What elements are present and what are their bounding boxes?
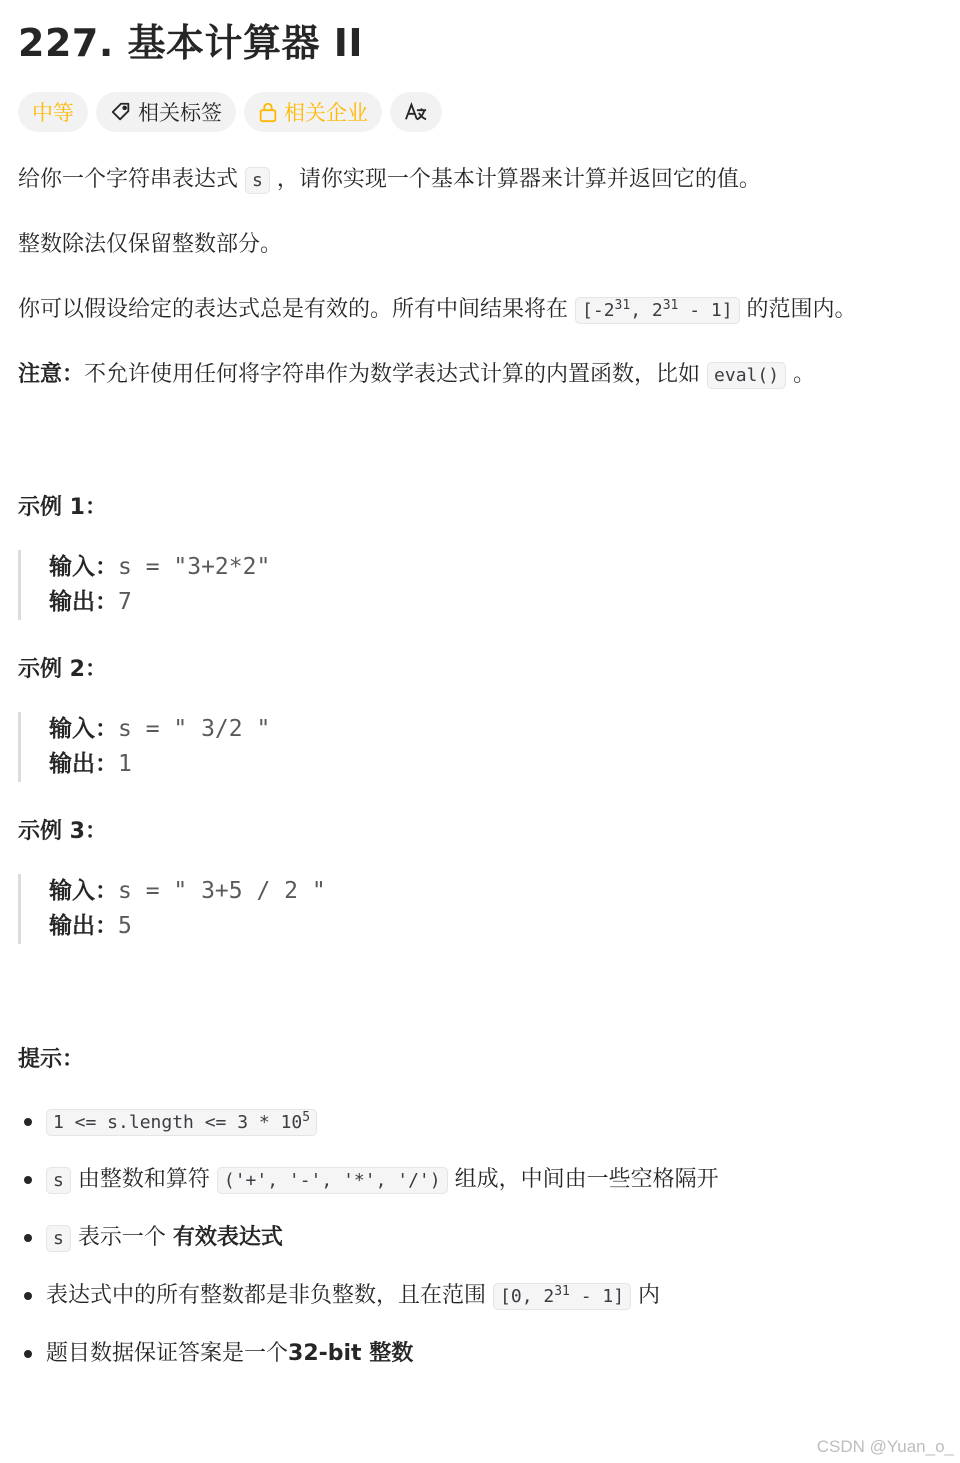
example-1-output: 输出：7 — [49, 589, 132, 615]
example-2-block — [18, 712, 649, 782]
example-2-title: 示例 2： — [18, 657, 107, 682]
difficulty-label: 中等 — [32, 101, 74, 125]
example-2-input: 输入：s = " 3/2 " — [49, 716, 271, 742]
related-companies-label: 相关企业 — [284, 101, 368, 125]
example-3-output: 输出：5 — [49, 913, 132, 939]
hint-1-code: 1 <= s.length <= $3 * 10^5$ — [46, 1109, 317, 1136]
difficulty-tag[interactable] — [18, 92, 88, 132]
note-label: 注意： — [18, 362, 85, 387]
inline-code-eval: eval() — [707, 362, 786, 389]
example-3-input: 输入：s = " 3+5 / 2 " — [49, 878, 326, 904]
example-2-output: 输出：1 — [49, 751, 132, 777]
inline-code-s: s — [245, 167, 270, 194]
inline-code-range: [$-2^{31}$, $2^{31} - 1$] — [575, 297, 740, 324]
related-topics-tag[interactable] — [96, 92, 236, 132]
example-1-input: 输入：s = "3+2*2" — [49, 554, 271, 580]
example-1-block — [18, 550, 649, 620]
related-companies-tag[interactable] — [244, 92, 382, 132]
description-line-3: 你可以假设给定的表达式总是有效的。所有中间结果将在 [$-2^{31}$, $2^{31} - 1$] 的范围内。 — [18, 297, 857, 322]
description-note: 注意：不允许使用任何将字符串作为数学表达式计算的内置函数，比如 eval() 。 — [18, 362, 816, 387]
hints-list — [18, 1100, 719, 1390]
description-line-2: 整数除法仅保留整数部分。 — [18, 232, 283, 257]
hint-2-operators: ('+', '-', '*', '/') — [217, 1167, 448, 1194]
hint-3-code: s — [46, 1225, 71, 1252]
hint-item-5: 题目数据保证答案是一个32-bit 整数 — [18, 1332, 719, 1390]
related-topics-label: 相关标签 — [138, 101, 222, 125]
tag-icon — [110, 101, 132, 123]
hints-title: 提示： — [18, 1047, 85, 1072]
translate-button[interactable] — [390, 92, 442, 132]
hint-2-code: s — [46, 1167, 71, 1194]
hint-item-4: 表达式中的所有整数都是非负整数，且在范围 [0, $2^{31} - 1$] 内 — [18, 1274, 719, 1332]
example-1-title: 示例 1： — [18, 495, 107, 520]
translate-icon — [404, 101, 428, 123]
hint-4-range: [0, $2^{31} - 1$] — [493, 1283, 631, 1310]
example-3-block — [18, 874, 649, 944]
hint-item-1 — [18, 1100, 719, 1158]
hint-item-3: s 表示一个 有效表达式 — [18, 1216, 719, 1274]
lock-icon — [258, 101, 278, 123]
example-3-title: 示例 3： — [18, 819, 107, 844]
problem-title: 227. 基本计算器 II — [18, 21, 363, 65]
tag-bar — [18, 92, 442, 132]
watermark: CSDN @Yuan_o_ — [816, 1437, 954, 1456]
hint-item-2: s 由整数和算符 ('+', '-', '*', '/') 组成，中间由一些空格隔开 — [18, 1158, 719, 1216]
description-line-1: 给你一个字符串表达式 s ，请你实现一个基本计算器来计算并返回它的值。 — [18, 167, 761, 192]
